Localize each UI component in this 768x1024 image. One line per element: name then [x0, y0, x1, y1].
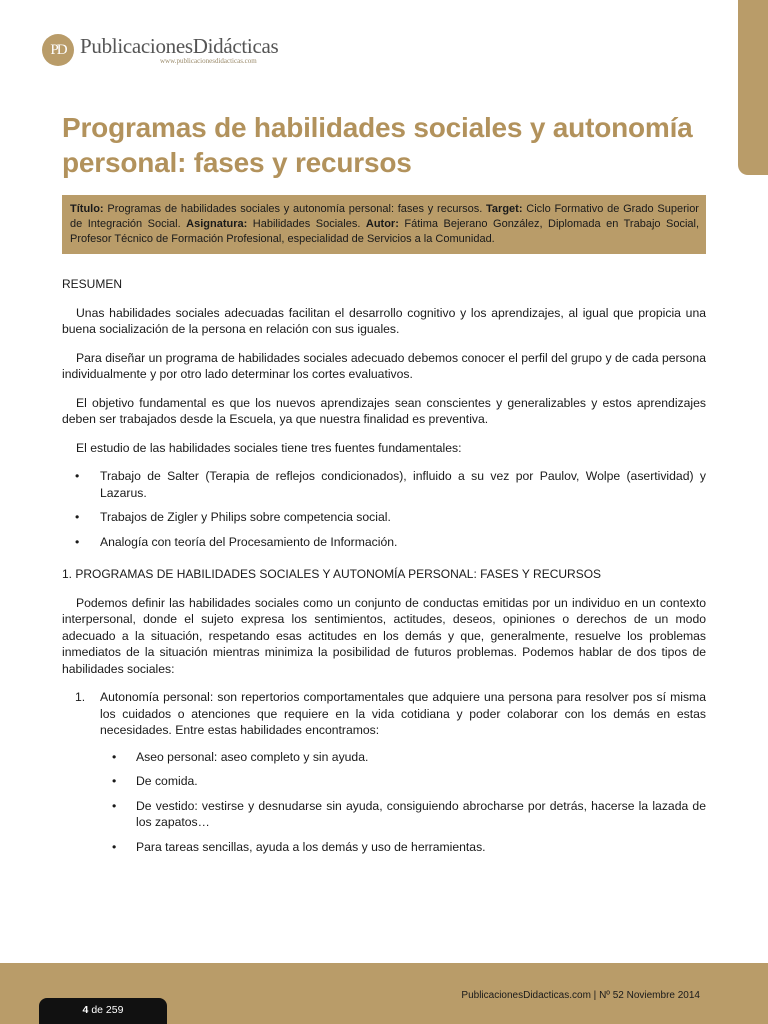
- page-indicator: [39, 998, 167, 1024]
- publisher-logo: [42, 34, 278, 66]
- article-body: [62, 276, 706, 863]
- page-title: Programas de habilidades sociales y autonomía personal: fases y recursos: [62, 112, 693, 178]
- meta-titulo-label: Título:: [70, 203, 104, 215]
- meta-asignatura-label: Asignatura:: [186, 218, 248, 230]
- bullet-icon: •: [112, 774, 117, 788]
- bullet-icon: •: [112, 839, 117, 854]
- resumen-paragraph: Para diseñar un programa de habilidades sociales adecuado debemos conocer el perfil del grupo y de cada persona individualmente y por otro lado determinar los cortes evaluativos.: [62, 350, 706, 381]
- resumen-paragraph: El estudio de las habilidades sociales tiene tres fuentes fundamentales:: [76, 440, 462, 455]
- list-item-text: Para tareas sencillas, ayuda a los demás y uso de herramientas.: [136, 839, 486, 854]
- meta-autor-label: Autor:: [365, 218, 399, 230]
- article-meta-box: [62, 195, 706, 254]
- page-current: 4: [82, 1004, 89, 1016]
- logo-mark-icon: PD: [42, 34, 74, 66]
- list-item: [100, 773, 706, 790]
- meta-asignatura: Habilidades Sociales.: [252, 218, 361, 230]
- resumen-paragraph: El objetivo fundamental es que los nuevos aprendizajes sean conscientes y generalizables y estos aprendizajes deben ser trabajados desde la Escuela, ya que nuestra finalidad es preventiva.: [62, 395, 706, 426]
- logo-name: PublicacionesDidácticas: [80, 33, 279, 58]
- resumen-heading: RESUMEN: [62, 277, 123, 291]
- bullet-icon: •: [75, 510, 80, 524]
- meta-target-label: Target:: [486, 203, 523, 215]
- list-item-text: Trabajo de Salter (Terapia de reflejos condicionados), influido a su vez por Paulov, Wolpe (asertividad) y Lazarus.: [100, 469, 706, 500]
- list-item-text: Aseo personal: aseo completo y sin ayuda.: [136, 749, 369, 764]
- meta-autor: Fátima Bejerano González, Diplomada en Trabajo Social, Profesor Técnico de Formación Profesional, especialidad de Servicios a la Comunidad.: [70, 218, 700, 245]
- list-item: [100, 749, 706, 766]
- list-item: [100, 839, 706, 856]
- page-total: de 259: [91, 1004, 124, 1016]
- bullet-icon: •: [75, 534, 80, 549]
- bullet-icon: •: [112, 749, 117, 764]
- meta-titulo: Programas de habilidades sociales y autonomía personal: fases y recursos.: [107, 203, 483, 215]
- section-paragraph: Podemos definir las habilidades sociales como un conjunto de conductas emitidas por un individuo en un contexto interpersonal, donde el sujeto expresa los sentimientos, actitudes, deseos, opiniones o derechos de un modo adecuado a la situación, respetando esas actitudes en los demás y que, generalmente, resuelve los problemas inmediatos de la situación mientras minimiza la posibilidad de futuros problemas. Podemos hablar de dos tipos de habilidades sociales:: [62, 595, 706, 676]
- types-list: [62, 689, 706, 855]
- resumen-paragraph: Unas habilidades sociales adecuadas facilitan el desarrollo cognitivo y los aprendizajes, al igual que propicia una buena socialización de la persona en relación con sus iguales.: [62, 305, 706, 336]
- list-item-text: Trabajos de Zigler y Philips sobre competencia social.: [100, 510, 391, 524]
- numbered-item: [62, 689, 706, 855]
- sources-list: [62, 468, 706, 550]
- meta-target: Ciclo Formativo de Grado Superior de Integración Social.: [70, 203, 699, 230]
- bullet-icon: •: [112, 798, 117, 813]
- list-item: [100, 798, 706, 831]
- list-item-text: De comida.: [136, 774, 198, 788]
- skills-list: [100, 749, 706, 856]
- item-number: 1.: [75, 690, 86, 704]
- section-heading: 1. PROGRAMAS DE HABILIDADES SOCIALES Y AUTONOMÍA PERSONAL: FASES Y RECURSOS: [62, 567, 602, 581]
- bullet-icon: •: [75, 469, 80, 483]
- side-tab: [738, 0, 768, 175]
- list-item: [62, 468, 706, 501]
- list-item: [62, 509, 706, 526]
- logo-url: www.publicacionesdidacticas.com: [160, 56, 257, 65]
- footer-publication: PublicacionesDidacticas.com | Nº 52 Noviembre 2014: [461, 990, 700, 1001]
- numbered-item-text: Autonomía personal: son repertorios comportamentales que adquiere una persona para resolver pos sí misma los cuidados o atenciones que requiere en la vida cotidiana y poder colaborar con los demás en estas necesidades. Entre estas habilidades encontramos:: [100, 690, 706, 737]
- list-item: [62, 534, 706, 551]
- list-item-text: Analogía con teoría del Procesamiento de Información.: [100, 534, 398, 549]
- list-item-text: De vestido: vestirse y desnudarse sin ayuda, consiguiendo abrocharse por detrás, hacerse la lazada de los zapatos…: [136, 798, 706, 829]
